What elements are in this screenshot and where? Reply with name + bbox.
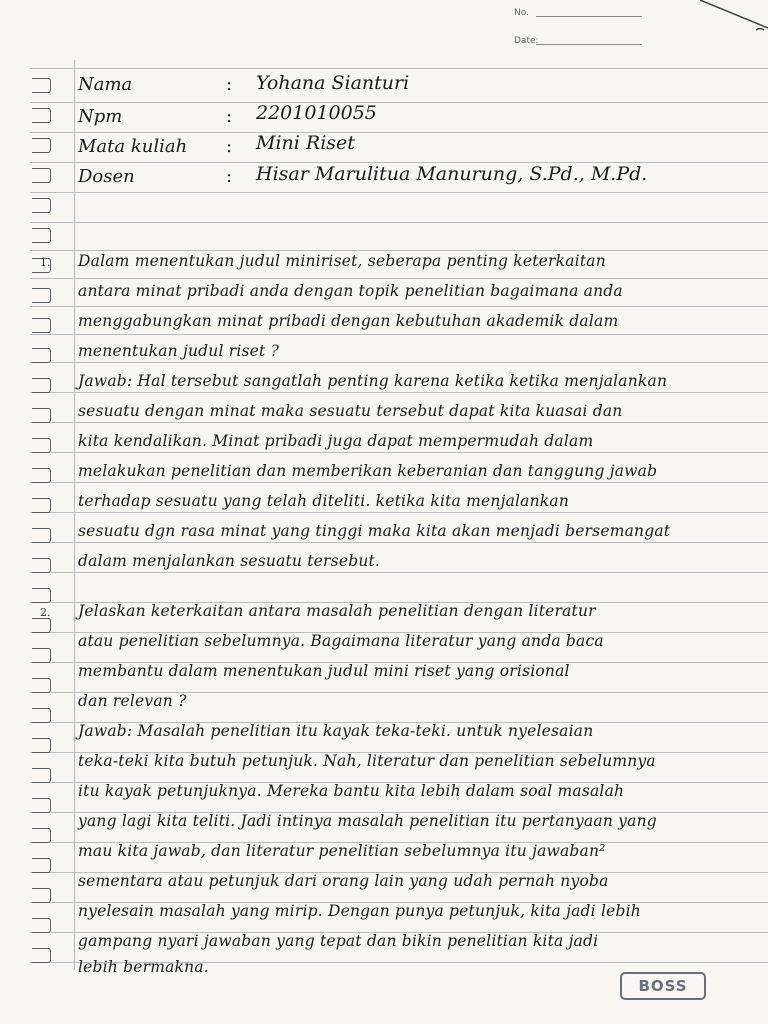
question1-line: Dalam menentukan judul miniriset, seberapa penting keterkaitan: [78, 252, 606, 270]
answer2-line: teka-teki kita butuh petunjuk. Nah, literatur dan penelitian sebelumnya: [78, 752, 656, 770]
answer1-line: Jawab: Hal tersebut sangatlah penting karena ketika ketika menjalankan: [78, 372, 668, 390]
brand-logo: BOSS: [620, 972, 706, 1000]
corner-pen-stroke: [698, 0, 768, 40]
answer1-line: kita kendalikan. Minat pribadi juga dapat mempermudah dalam: [78, 432, 594, 450]
header-separator: :: [226, 74, 233, 95]
answer2-line: sementara atau petunjuk dari orang lain yang udah pernah nyoba: [78, 872, 609, 890]
question1-line: menggabungkan minat pribadi dengan kebutuhan akademik dalam: [78, 312, 619, 330]
header-label-nama: Nama: [78, 74, 133, 95]
ruled-lines: [30, 68, 768, 968]
question2-line: dan relevan ?: [78, 692, 187, 710]
header-label-dosen: Dosen: [78, 166, 135, 187]
header-value-nama: Yohana Sianturi: [256, 72, 410, 94]
header-label-npm: Npm: [78, 106, 123, 127]
answer2-line: nyelesain masalah yang mirip. Dengan punya petunjuk, kita jadi lebih: [78, 902, 641, 920]
date-field: [514, 36, 539, 64]
margin-line: [74, 60, 75, 970]
question1-line: antara minat pribadi anda dengan topik penelitian bagaimana anda: [78, 282, 623, 300]
no-label: No.: [514, 8, 529, 18]
question2-line: Jelaskan keterkaitan antara masalah penelitian dengan literatur: [78, 602, 596, 620]
answer2-line: lebih bermakna.: [78, 958, 209, 976]
answer1-line: dalam menjalankan sesuatu tersebut.: [78, 552, 381, 570]
question-number: 2.: [40, 606, 51, 619]
no-field: [514, 8, 539, 36]
header-value-mata-kuliah: Mini Riset: [256, 132, 355, 154]
question2-line: atau penelitian sebelumnya. Bagaimana literatur yang anda baca: [78, 632, 604, 650]
answer2-line: gampang nyari jawaban yang tepat dan bikin penelitian kita jadi: [78, 932, 599, 950]
answer1-line: sesuatu dengan minat maka sesuatu tersebut dapat kita kuasai dan: [78, 402, 623, 420]
answer1-line: melakukan penelitian dan memberikan keberanian dan tanggung jawab: [78, 462, 658, 480]
answer1-line: sesuatu dgn rasa minat yang tinggi maka kita akan menjadi bersemangat: [78, 522, 671, 540]
answer1-line: terhadap sesuatu yang telah diteliti. ketika kita menjalankan: [78, 492, 570, 510]
header-label-mata-kuliah: Mata kuliah: [78, 136, 188, 157]
header-value-dosen: Hisar Marulitua Manurung, S.Pd., M.Pd.: [256, 163, 648, 185]
page-meta: [514, 8, 539, 64]
header-separator: :: [226, 136, 233, 157]
question2-line: membantu dalam menentukan judul mini riset yang orisional: [78, 662, 570, 680]
question1-line: menentukan judul riset ?: [78, 342, 280, 360]
header-value-npm: 2201010055: [256, 102, 377, 124]
header-separator: :: [226, 106, 233, 127]
answer2-line: yang lagi kita teliti. Jadi intinya masalah penelitian itu pertanyaan yang: [78, 812, 657, 830]
date-label: Date:: [514, 36, 539, 46]
answer2-line: itu kayak petunjuknya. Mereka bantu kita lebih dalam soal masalah: [78, 782, 625, 800]
answer2-line: mau kita jawab, dan literatur penelitian sebelumnya itu jawaban²: [78, 842, 606, 860]
header-separator: :: [226, 166, 233, 187]
question-number: 1.: [40, 256, 51, 269]
answer2-line: Jawab: Masalah penelitian itu kayak teka-teki. untuk nyelesaian: [78, 722, 594, 740]
